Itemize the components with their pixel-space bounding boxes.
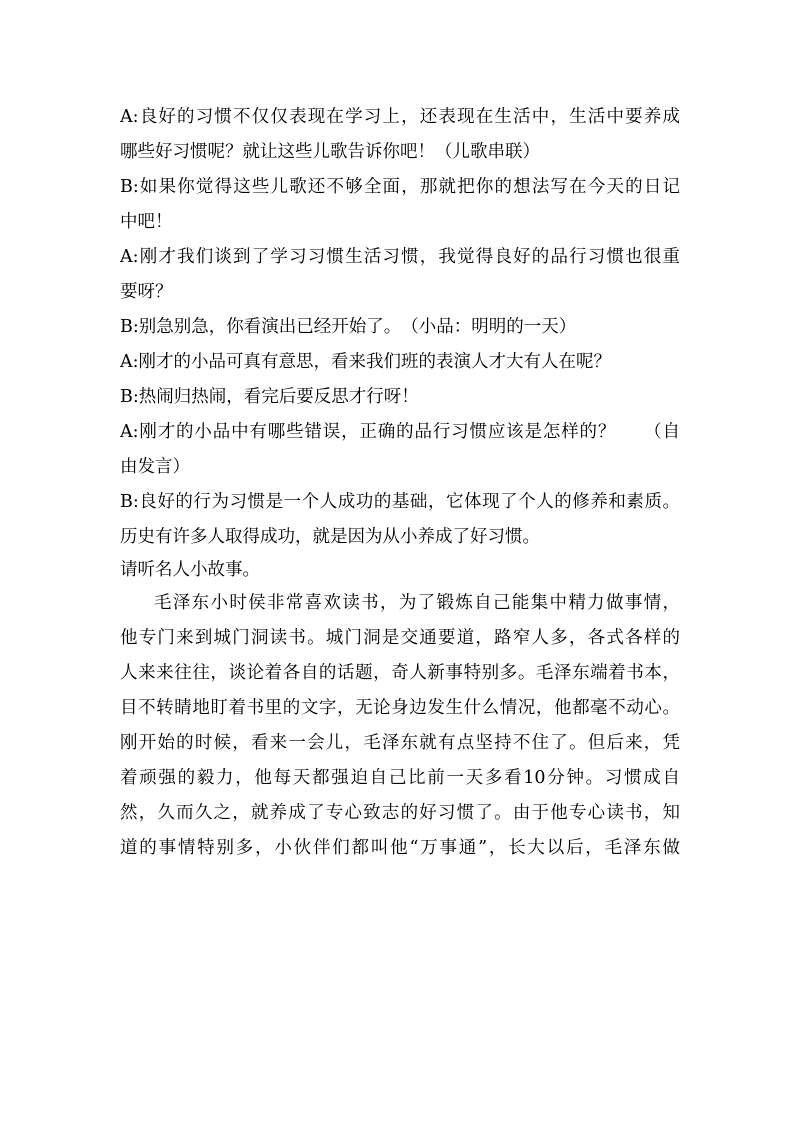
dialogue-line-b-4: B:良好的行为习惯是一个人成功的基础，它体现了个人的修养和素质。: [120, 492, 680, 512]
story-paragraph-line: 毛泽东小时侯非常喜欢读书，为了锻炼自己能集中精力做事情，: [154, 593, 680, 613]
story-paragraph-line: 他专门来到城门洞读书。城门洞是交通要道，路窄人多，各式各样的: [120, 628, 680, 648]
story-paragraph-line: 人来来往往，谈论着各自的话题，奇人新事特别多。毛泽东端着书本，: [120, 663, 680, 683]
dialogue-line-b-3: B:热闹归热闹，看完后要反思才行呀！: [120, 387, 419, 407]
story-paragraph-line: 着顽强的毅力，他每天都强迫自己比前一天多看10分钟。习惯成自: [120, 768, 680, 788]
dialogue-line-a-2: A:刚才我们谈到了学习习惯生活习惯，我觉得良好的品行习惯也很重: [120, 247, 680, 267]
dialogue-line-a-2-cont: 要呀？: [120, 282, 173, 302]
dialogue-line-b-2: B:别急别急，你看演出已经开始了。 （小品：明明的一天）: [120, 317, 577, 337]
dialogue-line-a-1-cont: 哪些好习惯呢？就让这些儿歌告诉你吧！（儿歌串联）: [120, 142, 540, 162]
story-paragraph-line: 目不转睛地盯着书里的文字，无论身边发生什么情况，他都毫不动心。: [120, 698, 680, 718]
dialogue-line-a-1: A:良好的习惯不仅仅表现在学习上，还表现在生活中，生活中要养成: [120, 107, 680, 127]
document-body: [120, 100, 680, 866]
dialogue-line-a-4: A:刚才的小品中有哪些错误，正确的品行习惯应该是怎样的？ （自: [120, 422, 680, 442]
dialogue-line-a-4-cont: 由发言）: [120, 457, 190, 477]
story-intro: 请听名人小故事。: [120, 560, 260, 580]
story-paragraph-line: 然，久而久之，就养成了专心致志的好习惯了。由于他专心读书，知: [120, 803, 680, 823]
dialogue-line-b-4-cont: 历史有许多人取得成功，就是因为从小养成了好习惯。: [120, 527, 540, 547]
story-paragraph-line: 刚开始的时候，看来一会儿，毛泽东就有点坚持不住了。但后来，凭: [120, 733, 680, 753]
dialogue-line-a-3: A:刚才的小品可真有意思，看来我们班的表演人才大有人在呢？: [120, 352, 612, 372]
dialogue-line-b-1-cont: 中吧！: [120, 212, 173, 232]
story-paragraph-line: 道的事情特别多，小伙伴们都叫他“万事通”，长大以后，毛泽东做: [120, 838, 680, 858]
dialogue-line-b-1: B:如果你觉得这些儿歌还不够全面，那就把你的想法写在今天的日记: [120, 177, 680, 197]
